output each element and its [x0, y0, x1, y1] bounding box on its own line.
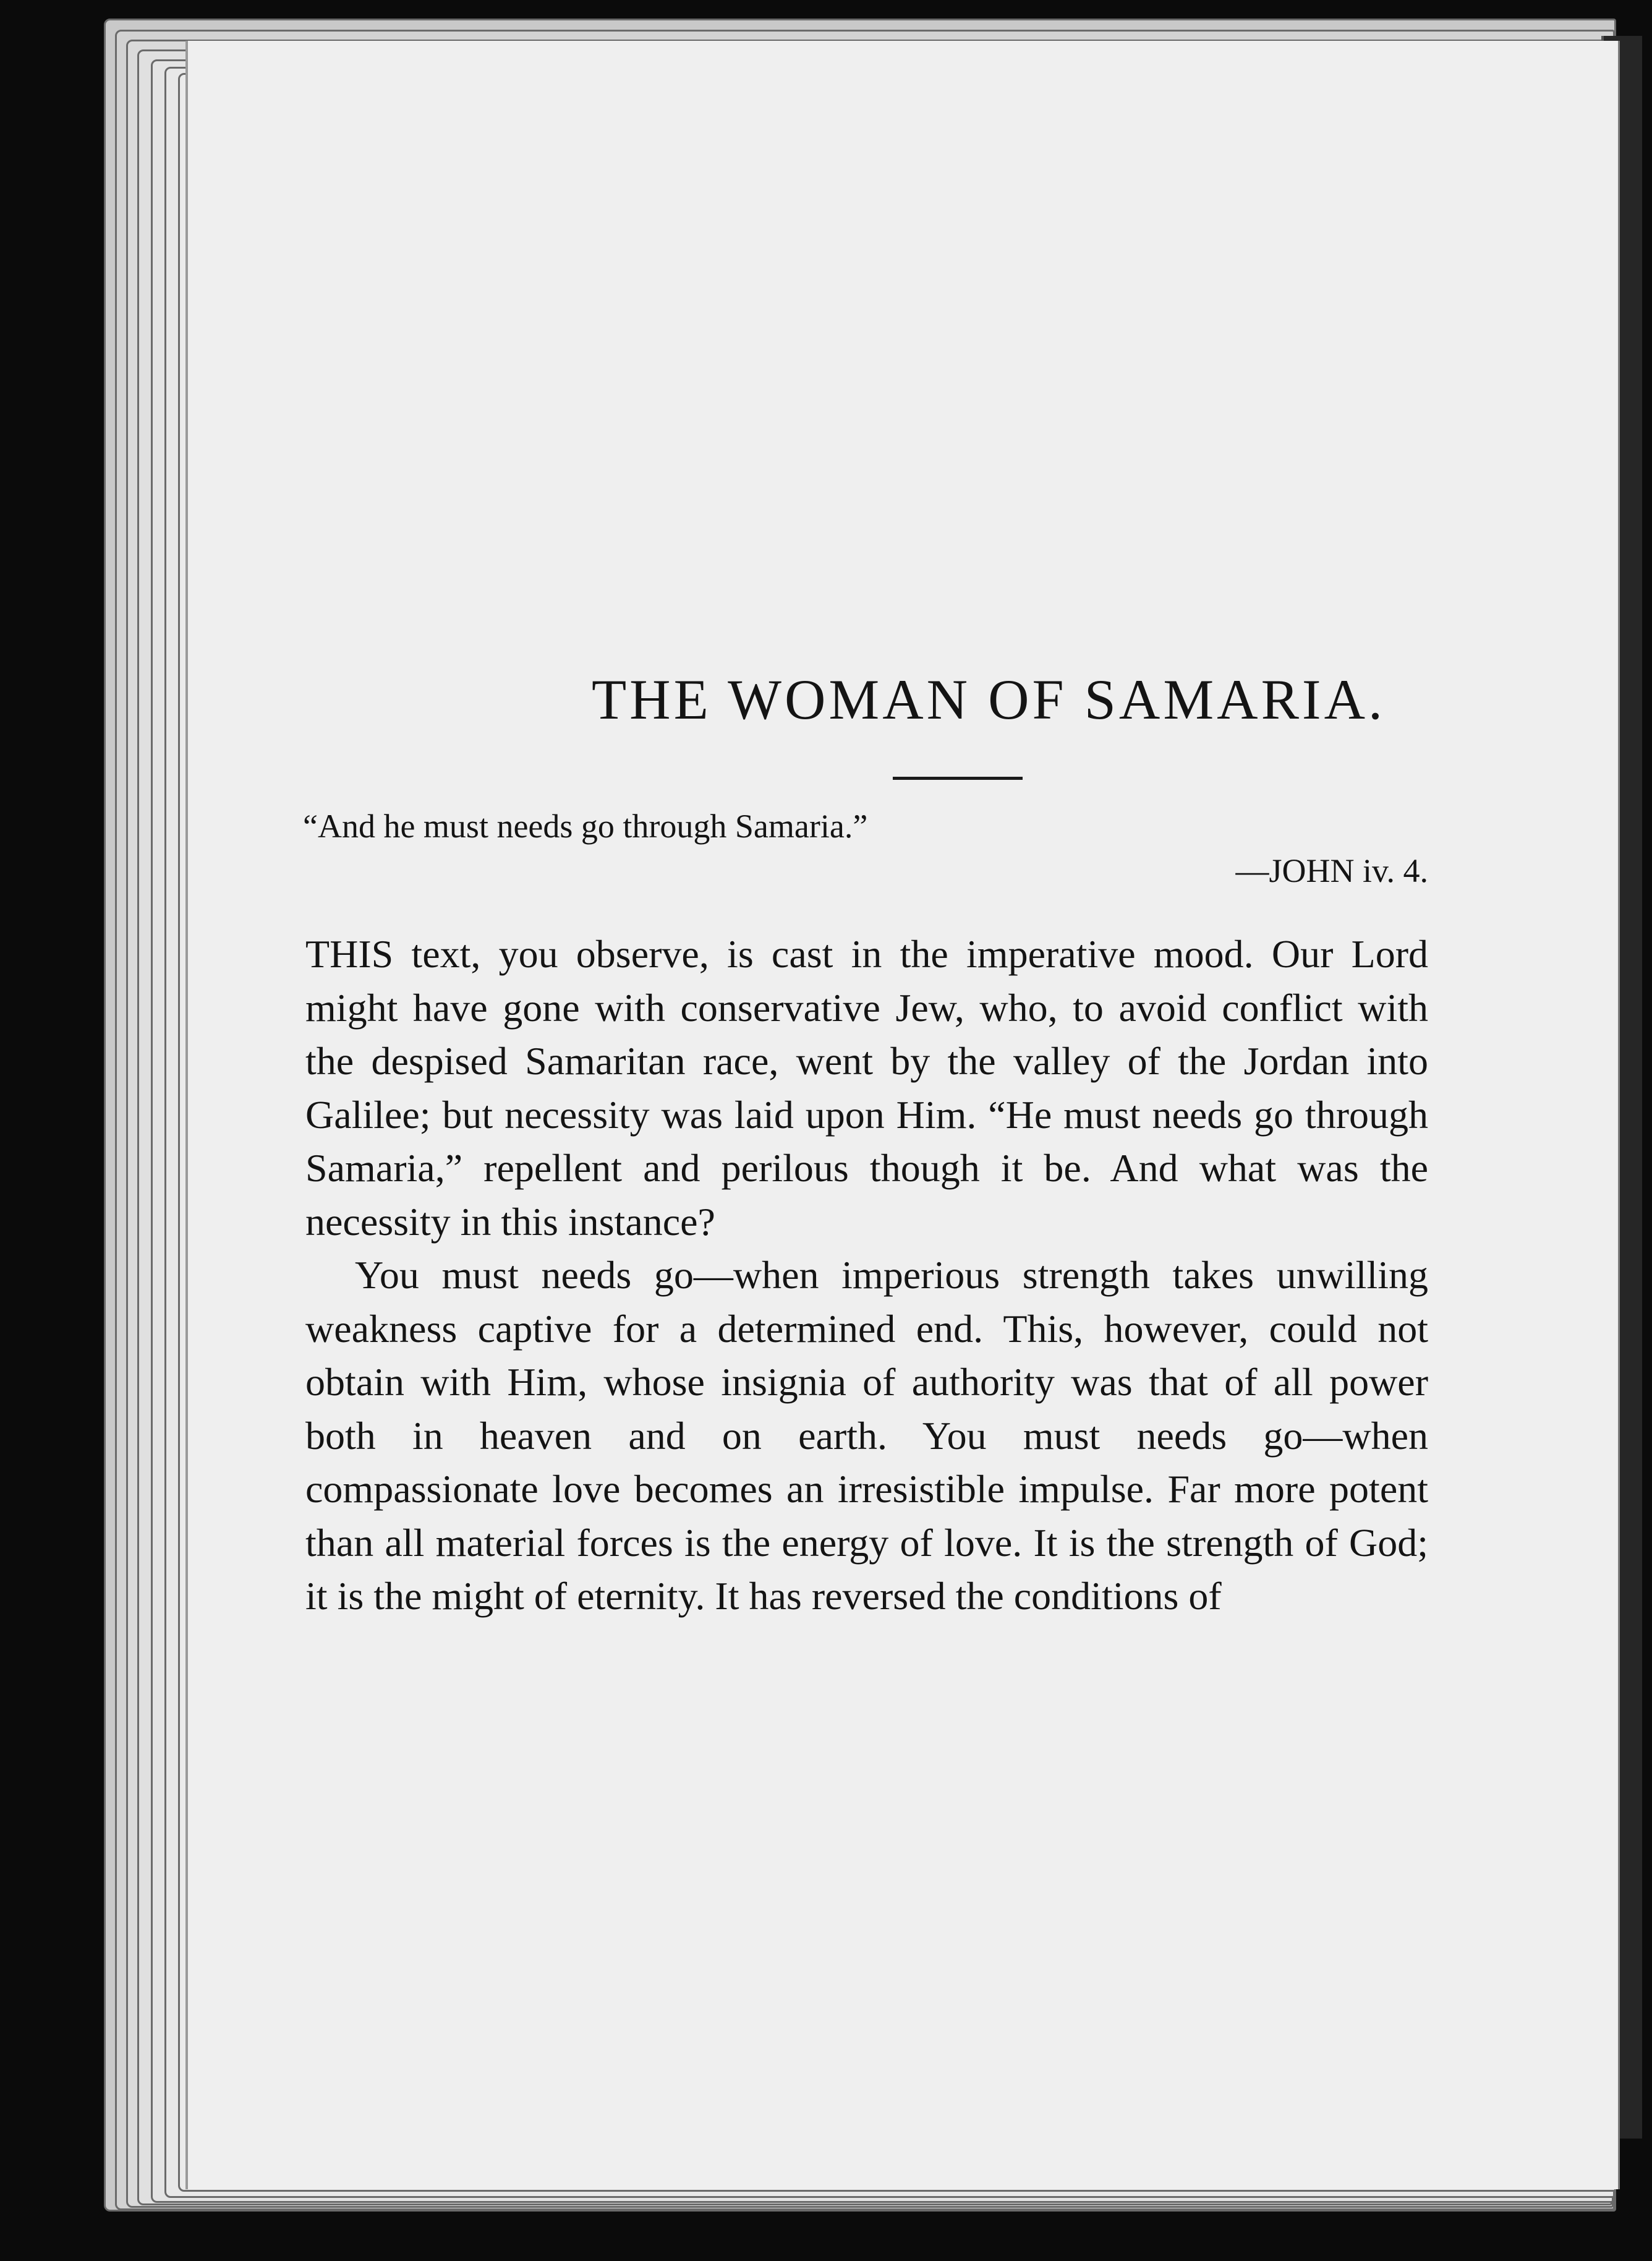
body-text — [305, 928, 1428, 1623]
paragraph — [305, 928, 1428, 1249]
epigraph — [303, 804, 1428, 893]
epigraph-citation: —JOHN iv. 4. — [1235, 852, 1428, 889]
epigraph-quote: “And he must needs go through Samaria.” — [303, 808, 868, 845]
title-rule — [893, 777, 1023, 780]
paragraph — [305, 1249, 1428, 1623]
paragraph-text: text, you observe, is cast in the imperative mood. Our Lord might have gone with conservative Jew, who, to avoid conflict with the despised Samaritan race, went by the valley of the Jordan into Galilee; but necessity was laid upon Him. “He must needs go through Samaria,” repellent and perilous though it be. And what was the necessity in this instance? — [305, 932, 1428, 1244]
paragraph-text: You must needs go—when imperious strength takes unwilling weakness captive for a determined end. This, however, could not obtain with Him, whose insignia of authority was that of all power both in heaven and on earth. You must needs go—when compassionate love becomes an irresistible impulse. Far more potent than all material forces is the energy of love. It is the strength of God; it is the might of eternity. It has reversed the conditions of — [305, 1253, 1428, 1618]
chapter-title: THE WOMAN OF SAMARIA. — [591, 668, 1386, 731]
paragraph-lead-word: THIS — [305, 932, 394, 976]
